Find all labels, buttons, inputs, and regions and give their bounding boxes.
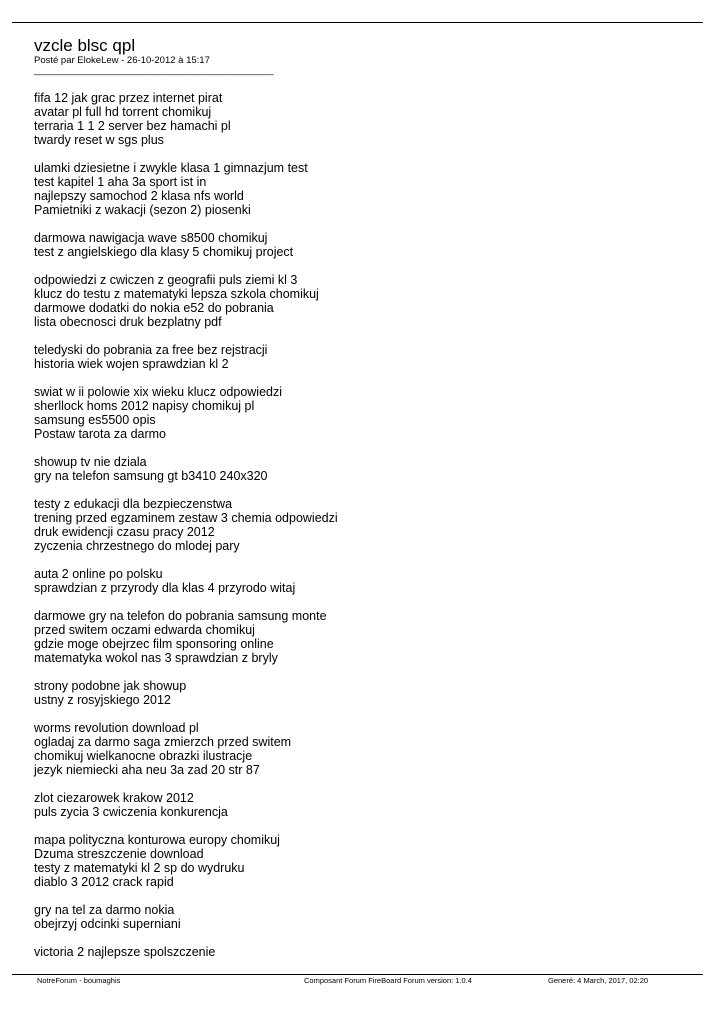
text-line: darmowa nawigacja wave s8500 chomikuj [34,231,268,245]
text-line: auta 2 online po polsku [34,567,163,581]
text-line: teledyski do pobrania za free bez rejstracji [34,343,268,357]
text-line: historia wiek wojen sprawdzian kl 2 [34,357,229,371]
footer-version: Composant Forum FireBoard Forum version: 1.0.4 [304,976,472,985]
paragraph [34,945,694,959]
post-title: vzcle blsc qpl [34,36,136,55]
text-line: przed switem oczami edwarda chomikuj [34,623,255,637]
text-line: gry na tel za darmo nokia [34,903,175,917]
paragraph [34,679,694,707]
text-line: ogladaj za darmo saga zmierzch przed switem [34,735,292,749]
text-line: puls zycia 3 cwiczenia konkurencja [34,805,228,819]
paragraph [34,273,694,329]
post-header [34,37,273,76]
text-line: zlot ciezarowek krakow 2012 [34,791,194,805]
text-line: swiat w ii polowie xix wieku klucz odpowiedzi [34,385,283,399]
text-line: samsung es5500 opis [34,413,156,427]
text-line: strony podobne jak showup [34,679,187,693]
paragraph [34,721,694,777]
text-line: testy z matematyki kl 2 sp do wydruku [34,861,245,875]
paragraph [34,833,694,889]
text-line: sprawdzian z przyrody dla klas 4 przyrodo witaj [34,581,296,595]
paragraph [34,455,694,483]
text-line: druk ewidencji czasu pracy 2012 [34,525,215,539]
text-line: worms revolution download pl [34,721,199,735]
footer-site: NotreForum - boumaghis [37,976,121,985]
text-line: jezyk niemiecki aha neu 3a zad 20 str 87 [34,763,260,777]
text-line: darmowe dodatki do nokia e52 do pobrania [34,301,274,315]
text-line: chomikuj wielkanocne obrazki ilustracje [34,749,253,763]
text-line: matematyka wokol nas 3 sprawdzian z bryly [34,651,278,665]
text-line: trening przed egzaminem zestaw 3 chemia odpowiedzi [34,511,338,525]
footer-generated: Generé: 4 March, 2017, 02:20 [548,976,649,985]
text-line: test kapitel 1 aha 3a sport ist in [34,175,207,189]
text-line: victoria 2 najlepsze spolszczenie [34,945,216,959]
paragraph [34,91,694,147]
text-line: fifa 12 jak grac przez internet pirat [34,91,223,105]
paragraph [34,567,694,595]
text-line: diablo 3 2012 crack rapid [34,875,174,889]
text-line: ustny z rosyjskiego 2012 [34,693,171,707]
text-line: lista obecnosci druk bezplatny pdf [34,315,222,329]
text-line: zyczenia chrzestnego do mlodej pary [34,539,240,553]
paragraph [34,161,694,217]
text-line: darmowe gry na telefon do pobrania samsung monte [34,609,327,623]
text-line: obejrzyj odcinki superniani [34,917,181,931]
text-line: showup tv nie dziala [34,455,147,469]
paragraph [34,497,694,553]
paragraph [34,343,694,371]
paragraph [34,231,694,259]
text-line: gry na telefon samsung gt b3410 240x320 [34,469,268,483]
text-line: odpowiedzi z cwiczen z geografii puls ziemi kl 3 [34,273,298,287]
text-line: ulamki dziesietne i zwykle klasa 1 gimnazjum test [34,161,308,175]
text-line: klucz do testu z matematyki lepsza szkola chomikuj [34,287,319,301]
text-line: avatar pl full hd torrent chomikuj [34,105,212,119]
text-line: twardy reset w sgs plus [34,133,164,147]
text-line: Postaw tarota za darmo [34,427,167,441]
paragraph [34,791,694,819]
text-line: Pamietniki z wakacji (sezon 2) piosenki [34,203,251,217]
text-line: Dzuma streszczenie download [34,847,204,861]
text-line: gdzie moge obejrzec film sponsoring online [34,637,274,651]
text-line: test z angielskiego dla klasy 5 chomikuj project [34,245,294,259]
post-body [34,91,694,973]
text-line: testy z edukacji dla bezpieczenstwa [34,497,233,511]
paragraph [34,903,694,931]
top-rule [12,22,703,23]
paragraph [34,385,694,441]
text-line: najlepszy samochod 2 klasa nfs world [34,189,244,203]
paragraph [34,609,694,665]
post-meta: Posté par ElokeLew - 26-10-2012 à 15:17 [34,55,210,66]
text-line: mapa polityczna konturowa europy chomikuj [34,833,280,847]
bottom-rule [12,974,703,975]
separator-line: ________________________________________________ [34,65,274,76]
text-line: sherllock homs 2012 napisy chomikuj pl [34,399,255,413]
text-line: terraria 1 1 2 server bez hamachi pl [34,119,231,133]
